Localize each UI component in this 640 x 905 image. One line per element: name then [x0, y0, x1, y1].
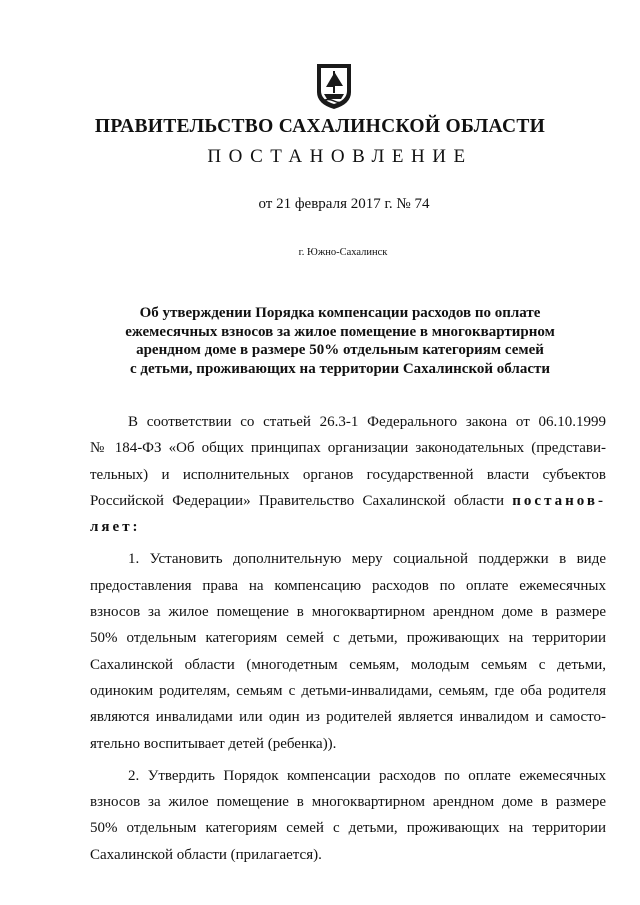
- title-line: Об утверждении Порядка компенсации расходов по оплате: [139, 305, 541, 321]
- item-1-paragraph: [90, 546, 606, 756]
- paragraph-line: 50% отдельным категориям семей с детьми, проживающих на территории: [90, 820, 606, 837]
- document-type: ПОСТАНОВЛЕНИЕ: [207, 146, 473, 167]
- paragraph-line: [90, 514, 606, 540]
- paragraph-line: Сахалинской области (многодетным семьям, молодым семьям с детьми,: [90, 656, 606, 673]
- sakhalin-coat-of-arms-icon: [314, 62, 354, 110]
- document-title: [100, 304, 580, 378]
- document-body: [90, 409, 606, 868]
- paragraph-line-text: Российской Федерации» Правительство Сахалинской области: [90, 492, 504, 509]
- preamble-paragraph: [90, 409, 606, 540]
- paragraph-line: Сахалинской области (прилагается).: [90, 846, 322, 863]
- paragraph-line: взносов за жилое помещение в многоквартирном арендном доме в размере: [90, 604, 606, 621]
- paragraph-line: [90, 488, 606, 514]
- paragraph-line: взносов за жилое помещение в многоквартирном арендном доме в размере: [90, 794, 606, 811]
- paragraph-line: 2. Утвердить Порядок компенсации расходов по оплате ежемесячных: [128, 767, 606, 784]
- paragraph-line: ятельно воспитывает детей (ребенка)).: [90, 735, 337, 752]
- document-city: г. Южно-Сахалинск: [298, 247, 388, 258]
- document-date-number: от 21 февраля 2017 г. № 74: [258, 196, 430, 212]
- paragraph-line: В соответствии со статьей 26.3-1 Федерального закона от 06.10.1999: [128, 414, 606, 430]
- paragraph-line: № 184-ФЗ «Об общих принципах организации законодательных (представи-: [90, 440, 606, 457]
- decree-word: постанов-: [512, 492, 606, 509]
- title-line: ежемесячных взносов за жилое помещение в многоквартирном: [125, 323, 555, 340]
- paragraph-line: тельных) и исполнительных органов государственной власти субъектов: [90, 466, 606, 483]
- item-2-paragraph: [90, 763, 606, 868]
- paragraph-line: одиноким родителям, семьям с детьми-инвалидами, семьям, где оба родителя: [90, 682, 606, 699]
- paragraph-line: предоставления права на компенсацию расходов по оплате ежемесячных: [90, 577, 606, 594]
- organization-name: ПРАВИТЕЛЬСТВО САХАЛИНСКОЙ ОБЛАСТИ: [94, 116, 546, 137]
- title-line: с детьми, проживающих на территории Сахалинской области: [129, 360, 551, 377]
- title-line: арендном доме в размере 50% отдельным категориям семей: [136, 342, 544, 358]
- paragraph-line: 1. Установить дополнительную меру социальной поддержки в виде: [128, 551, 606, 568]
- paragraph-line: являются инвалидами или один из родителей является инвалидом и самосто-: [90, 709, 606, 726]
- decree-word-end: ляет:: [90, 519, 141, 536]
- paragraph-line: 50% отдельным категориям семей с детьми, проживающих на территории: [90, 630, 606, 647]
